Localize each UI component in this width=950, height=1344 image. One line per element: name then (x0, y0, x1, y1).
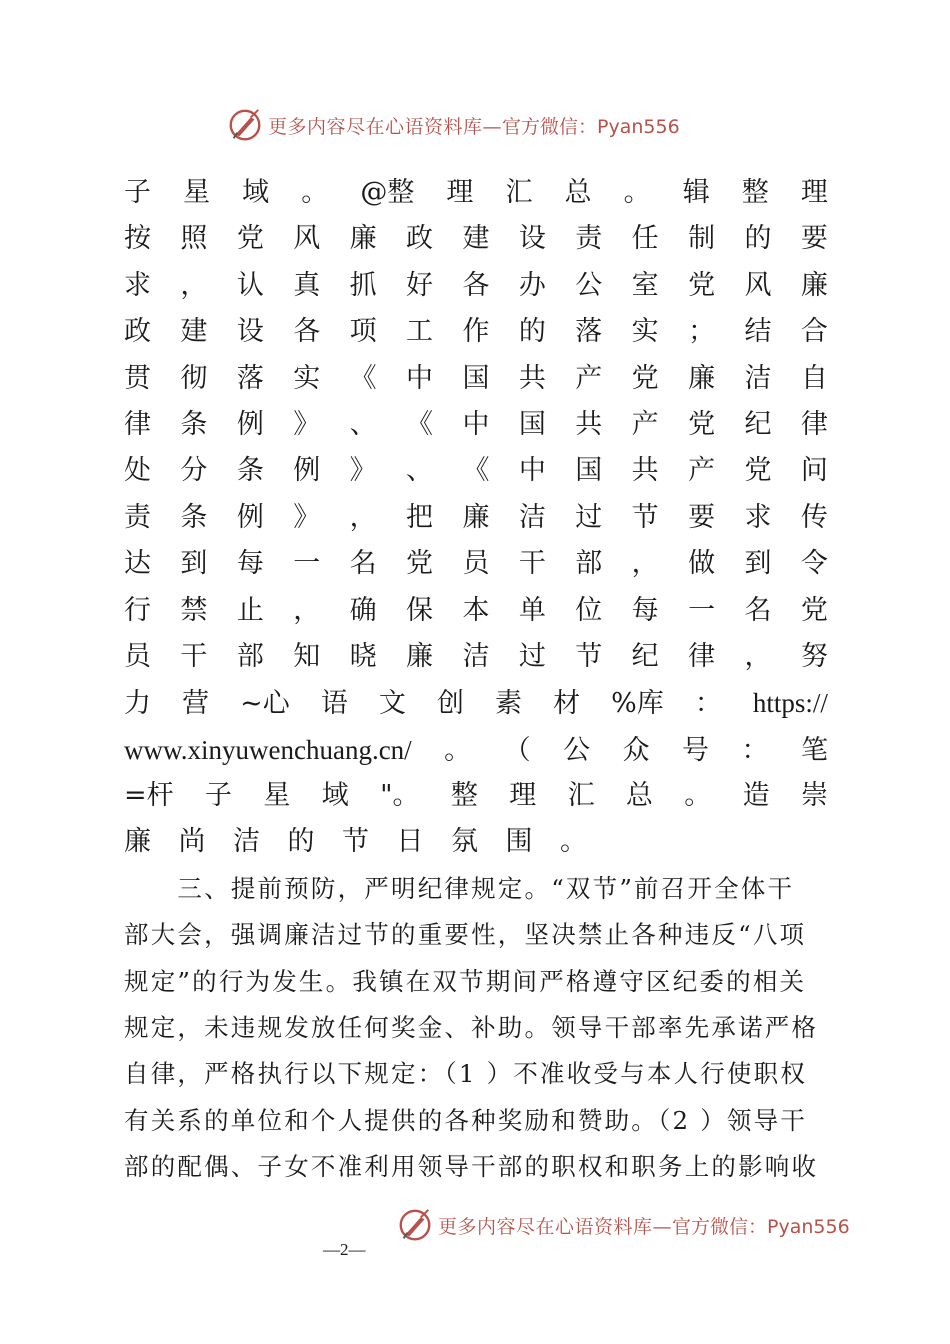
text-token: 要 (688, 501, 716, 533)
text-token: 总 (564, 177, 592, 208)
text-token: 把 (406, 501, 434, 533)
text-token: 党 (800, 594, 828, 626)
text-token: 中 (406, 362, 434, 394)
text-token: 素 (495, 688, 522, 720)
text-token: 公 (563, 734, 591, 766)
text-token: ； (688, 316, 716, 348)
text-line (124, 356, 828, 402)
text-token: 令 (800, 548, 828, 580)
text-token: 党 (236, 223, 264, 255)
section-three-paragraph (124, 866, 828, 1191)
text-token: 每 (631, 594, 659, 626)
text-token: 《 (462, 455, 490, 487)
text-token: 位 (575, 594, 603, 626)
text-line (124, 495, 828, 541)
text-token: 禁 (180, 594, 208, 626)
text-token: 名 (349, 548, 377, 580)
text-line (124, 541, 828, 587)
text-token: 做 (688, 548, 716, 580)
text-token: 责 (575, 223, 603, 255)
pen-logo-icon (396, 1206, 434, 1244)
text-token: 真 (293, 269, 321, 301)
text-token: 抓 (349, 269, 377, 301)
text-token: 例 (236, 408, 264, 440)
text-token: 节 (575, 640, 603, 672)
pen-logo-icon (226, 106, 264, 144)
text-line (124, 448, 828, 494)
banner-wechat: 官方微信：Pyan556 (672, 1215, 850, 1238)
text-token: 结 (744, 316, 772, 348)
text-token: 》 (293, 501, 321, 533)
text-token: 。 (623, 177, 651, 208)
text-token: 。 (684, 780, 712, 812)
banner-wechat: 官方微信：Pyan556 (502, 115, 680, 138)
text-token: 文 (378, 688, 406, 720)
text-token: 廉 (800, 269, 828, 301)
text-token: 党 (688, 408, 716, 440)
text-token: 设 (518, 223, 546, 255)
text-token: 政 (124, 316, 151, 348)
text-token: 国 (462, 362, 490, 394)
text-token: 例 (236, 501, 264, 533)
text-token: 廉 (124, 826, 151, 858)
text-token: 传 (800, 501, 828, 533)
text-token: 理 (446, 177, 474, 208)
text-token: 好 (406, 269, 434, 301)
paragraph-line: 三、提前预防，严明纪律规定。“双节”前召开全体干 (124, 873, 795, 903)
text-line (124, 216, 828, 262)
text-token: https:// (752, 688, 828, 719)
page-number: —2— (323, 1240, 366, 1259)
text-token: 实 (631, 316, 659, 348)
text-line (124, 402, 828, 448)
text-token: 要 (800, 223, 828, 255)
text-token: 努 (800, 640, 828, 672)
text-token: 律 (124, 408, 151, 440)
text-token: 知 (293, 640, 321, 672)
text-token: 中 (462, 408, 490, 440)
text-token: 《 (349, 362, 377, 394)
text-token: 共 (575, 408, 603, 440)
text-token: 照 (180, 223, 208, 255)
text-token: 党 (406, 548, 434, 580)
text-token: 星 (263, 780, 291, 812)
text-token: 干 (180, 640, 208, 672)
text-token: 的 (518, 316, 546, 348)
text-token: 干 (518, 548, 546, 580)
text-token: 共 (631, 455, 659, 487)
text-token: 公 (575, 269, 603, 301)
text-token: 子 (204, 780, 232, 812)
text-token: 节 (631, 501, 659, 533)
text-token: 理 (509, 780, 537, 812)
text-token: 认 (236, 269, 264, 301)
text-token: 星 (183, 177, 211, 208)
text-token: 整 (450, 780, 478, 812)
text-token: 党 (744, 455, 772, 487)
text-token: 条 (180, 408, 208, 440)
text-token: 风 (744, 269, 772, 301)
text-token: ： (741, 734, 769, 766)
text-line (124, 680, 828, 726)
text-token: =杆 (124, 780, 174, 812)
text-token: 号 (682, 734, 710, 766)
text-token: 各 (293, 316, 321, 348)
text-token: 力 (124, 688, 151, 720)
text-token: 保 (406, 594, 434, 626)
text-token: 建 (180, 316, 208, 348)
text-token: ， (744, 640, 772, 672)
text-token: 的 (744, 223, 772, 255)
text-token: 众 (622, 734, 650, 766)
text-token: 理 (800, 177, 828, 208)
text-line (124, 773, 828, 819)
text-token: 名 (744, 594, 772, 626)
text-token: 党 (688, 269, 716, 301)
text-token: 节 (342, 826, 369, 858)
text-token: 分 (180, 455, 208, 487)
text-token: 贯 (124, 362, 151, 394)
text-line (124, 170, 828, 216)
document-body (124, 170, 828, 1191)
text-token: 行 (124, 594, 151, 626)
footer-watermark-banner (396, 1206, 850, 1244)
text-token: 》 (293, 408, 321, 440)
paragraph-line: 部的配偶、子女不准利用领导干部的职权和职务上的影响收 (124, 1152, 819, 1182)
text-token: 落 (236, 362, 264, 394)
text-token: 确 (349, 594, 377, 626)
text-line (124, 819, 828, 865)
text-token: 中 (518, 455, 546, 487)
text-token: 洁 (744, 362, 772, 394)
text-token: 。 (301, 177, 329, 208)
text-token: 廉 (688, 362, 716, 394)
text-token: 国 (575, 455, 603, 487)
header-watermark-banner (226, 106, 680, 144)
text-line (124, 588, 828, 634)
text-token: 处 (124, 455, 151, 487)
text-token: 。 (444, 734, 472, 766)
text-token: 求 (744, 501, 772, 533)
paragraph-line: 有关系的单位和个人提供的各种奖励和赞助。（2 ）领导干 (124, 1105, 808, 1135)
text-token: 创 (436, 688, 464, 720)
text-token: 员 (124, 640, 151, 672)
text-token: 任 (631, 223, 659, 255)
text-token: 围 (505, 826, 533, 858)
text-token: 汇 (505, 177, 533, 208)
text-token: 整 (741, 177, 769, 208)
text-token: 建 (462, 223, 490, 255)
text-token: 总 (625, 780, 653, 812)
text-token: 的 (287, 826, 315, 858)
text-token: 党 (631, 362, 659, 394)
text-token: 室 (631, 269, 659, 301)
text-line (124, 309, 828, 355)
text-token: 晓 (349, 640, 377, 672)
text-token: 洁 (233, 826, 260, 858)
text-token: 过 (518, 640, 546, 672)
text-token: 实 (293, 362, 321, 394)
text-token: 洁 (518, 501, 546, 533)
justified-text-block (124, 170, 828, 866)
text-token: 员 (462, 548, 490, 580)
text-token: 》 (349, 455, 377, 487)
text-token: 达 (124, 548, 151, 580)
paragraph-line: 部大会，强调廉洁过节的重要性，坚决禁止各种违反“八项 (124, 920, 807, 950)
text-token: 造 (742, 780, 770, 812)
text-token: ~心 (240, 688, 290, 720)
text-token: 辑 (682, 177, 710, 208)
text-token: @整 (360, 177, 415, 208)
text-token: 合 (800, 316, 828, 348)
text-token: 办 (518, 269, 546, 301)
text-token: 本 (462, 594, 490, 626)
text-token: 产 (631, 408, 659, 440)
text-token: 《 (406, 408, 434, 440)
text-line (124, 727, 828, 773)
text-token: 部 (575, 548, 603, 580)
text-token: 自 (800, 362, 828, 394)
text-token: 条 (236, 455, 264, 487)
text-token: 笔 (800, 734, 828, 766)
text-token: 过 (575, 501, 603, 533)
text-token: 一 (293, 548, 321, 580)
text-token: ， (631, 548, 659, 580)
text-token: 氛 (451, 826, 478, 858)
text-token: 一 (688, 594, 716, 626)
text-token: 营 (182, 688, 210, 720)
text-token: 日 (396, 826, 424, 858)
text-token: 崇 (801, 780, 828, 812)
text-token: www.xinyuwenchuang.cn/ (124, 734, 412, 765)
text-token: ， (349, 501, 377, 533)
banner-slogan: 更多内容尽在心语资料库— (268, 115, 503, 138)
paragraph-line: 规定”的行为发生。我镇在双节期间严格遵守区纪委的相关 (124, 966, 807, 996)
text-token: 按 (124, 223, 151, 255)
text-token: 域 (242, 177, 270, 208)
text-token: 例 (293, 455, 321, 487)
text-token: 工 (406, 316, 434, 348)
text-token: 制 (688, 223, 716, 255)
text-token: 产 (575, 362, 603, 394)
text-token: 产 (688, 455, 716, 487)
text-token: 。 (560, 826, 587, 858)
text-token: 到 (744, 548, 772, 580)
text-token: 、 (406, 455, 434, 487)
text-token: 到 (180, 548, 208, 580)
text-token: 材 (553, 688, 581, 720)
text-token: 共 (518, 362, 546, 394)
text-token: 廉 (462, 501, 490, 533)
paragraph-line: 自律，严格执行以下规定：（1 ）不准收受与本人行使职权 (124, 1059, 808, 1089)
text-token: "。 (380, 780, 420, 812)
text-token: 部 (236, 640, 264, 672)
text-token: 求 (124, 269, 151, 301)
text-token: 律 (800, 408, 828, 440)
text-token: 纪 (631, 640, 659, 672)
text-token: 条 (180, 501, 208, 533)
text-token: 各 (462, 269, 490, 301)
text-token: 廉 (406, 640, 434, 672)
text-token: 单 (518, 594, 546, 626)
text-line (124, 263, 828, 309)
text-token: 彻 (180, 362, 208, 394)
text-token: 政 (406, 223, 434, 255)
text-token: 设 (236, 316, 264, 348)
text-token: ： (694, 688, 722, 720)
text-token: 律 (688, 640, 716, 672)
text-token: 责 (124, 501, 151, 533)
text-token: 项 (349, 316, 377, 348)
text-token: 国 (518, 408, 546, 440)
text-token: （ (503, 734, 531, 766)
text-token: 语 (320, 688, 348, 720)
text-token: 作 (462, 316, 490, 348)
text-token: 问 (800, 455, 828, 487)
text-token: 落 (575, 316, 603, 348)
text-token: 止 (236, 594, 264, 626)
text-token: 纪 (744, 408, 772, 440)
text-token: 风 (293, 223, 321, 255)
text-line (124, 634, 828, 680)
text-token: 尚 (178, 826, 206, 858)
text-token: ， (293, 594, 321, 626)
banner-slogan: 更多内容尽在心语资料库— (438, 1215, 673, 1238)
text-token: 廉 (349, 223, 377, 255)
text-token: ， (180, 269, 208, 301)
text-token: 汇 (567, 780, 595, 812)
text-token: 域 (321, 780, 349, 812)
text-token: 每 (236, 548, 264, 580)
text-token: 子 (124, 177, 151, 208)
text-token: 洁 (462, 640, 490, 672)
text-token: %库 (611, 688, 664, 720)
text-token: 、 (349, 408, 377, 440)
paragraph-line: 规定，未违规发放任何奖金、补助。领导干部率先承诺严格 (124, 1013, 819, 1043)
